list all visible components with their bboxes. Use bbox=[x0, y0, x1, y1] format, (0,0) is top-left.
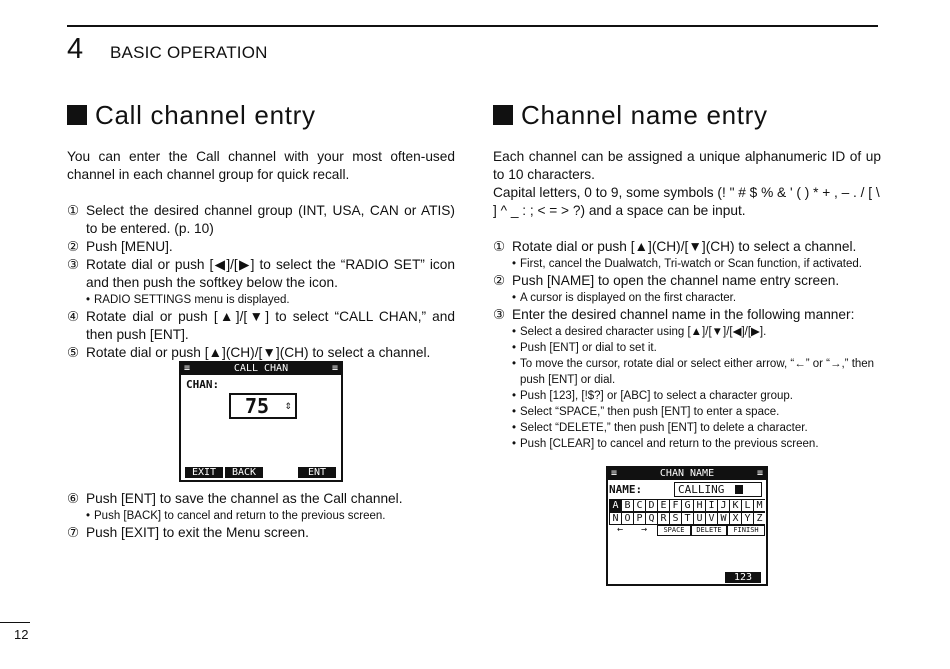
call-channel-section-end bbox=[67, 490, 455, 542]
step-2-note: • A cursor is displayed on the first character. bbox=[512, 292, 737, 304]
softkey-exit: EXIT bbox=[185, 467, 223, 478]
char-key: L bbox=[741, 499, 753, 512]
call-chan-lcd bbox=[179, 361, 343, 482]
step-3-note: • Push [ENT] or dial to set it. bbox=[512, 342, 657, 354]
char-key: U bbox=[693, 512, 705, 525]
cursor-right-key: → bbox=[640, 524, 648, 535]
char-row-2 bbox=[609, 512, 765, 525]
char-key: S bbox=[669, 512, 681, 525]
step-1: ① Select the desired channel group (INT, USA, CAN or ATIS) to be entered. (p. 10) bbox=[67, 203, 455, 236]
space-key: SPACE bbox=[657, 525, 691, 536]
intro-text-2: Capital letters, 0 to 9, some symbols (! " # $ % & ' ( ) * + , – . / [ \ ] ^ _ : ; < = > ?) and a space can be input. bbox=[493, 185, 880, 218]
char-key: C bbox=[633, 499, 645, 512]
cursor-icon bbox=[735, 485, 743, 494]
softkey-123: 123 bbox=[725, 572, 761, 583]
step-1: ① Rotate dial or push [▲](CH)/[▼](CH) to select a channel. bbox=[493, 239, 857, 254]
page-number: 12 bbox=[14, 627, 29, 642]
intro-text: You can enter the Call channel with your most often-used channel in each channel group for quick recall. bbox=[67, 149, 455, 182]
up-down-icon: ⇕ bbox=[284, 398, 292, 412]
step-2: ② Push [NAME] to open the channel name entry screen. bbox=[493, 273, 840, 288]
name-value-box bbox=[674, 482, 762, 497]
char-key: Y bbox=[741, 512, 753, 525]
char-key: G bbox=[681, 499, 693, 512]
char-key: O bbox=[621, 512, 633, 525]
channel-value: 75 bbox=[245, 394, 270, 418]
step-3-note: • Select a desired character using [▲]/[▼]/[◀]/[▶]. bbox=[512, 326, 767, 338]
char-key: H bbox=[693, 499, 705, 512]
menu-icon: ≡ bbox=[331, 363, 338, 374]
char-key: V bbox=[705, 512, 717, 525]
char-key: M bbox=[753, 499, 765, 512]
cursor-left-key: ← bbox=[616, 524, 624, 535]
step-3-note: • Push [CLEAR] to cancel and return to the previous screen. bbox=[512, 438, 819, 450]
chapter-number: 4 bbox=[67, 33, 84, 65]
menu-icon: ≡ bbox=[611, 468, 618, 479]
step-6-note: • Push [BACK] to cancel and return to the previous screen. bbox=[86, 510, 386, 522]
step-3-note: • Select “DELETE,” then push [ENT] to delete a character. bbox=[512, 422, 808, 434]
char-key: K bbox=[729, 499, 741, 512]
step-6: ⑥ Push [ENT] to save the channel as the Call channel. bbox=[67, 491, 403, 506]
step-3: ③ Enter the desired channel name in the following manner: bbox=[493, 307, 855, 322]
section-heading: Call channel entry bbox=[67, 100, 455, 131]
char-key: A bbox=[609, 499, 621, 512]
char-key: T bbox=[681, 512, 693, 525]
menu-icon: ≡ bbox=[756, 468, 763, 479]
softkey-ent: ENT bbox=[298, 467, 336, 478]
lcd-title-bar: ≡ CHAN NAME ≡ bbox=[608, 468, 766, 480]
char-key: I bbox=[705, 499, 717, 512]
step-3-note: • Push [123], [!$?] or [ABC] to select a character group. bbox=[512, 390, 793, 402]
char-key: F bbox=[669, 499, 681, 512]
char-row-1 bbox=[609, 499, 765, 512]
step-7: ⑦ Push [EXIT] to exit the Menu screen. bbox=[67, 525, 309, 540]
menu-icon: ≡ bbox=[184, 363, 191, 374]
call-channel-section bbox=[67, 100, 455, 362]
channel-value-box bbox=[229, 393, 297, 419]
square-bullet-icon bbox=[67, 105, 87, 125]
char-key: Q bbox=[645, 512, 657, 525]
char-key: W bbox=[717, 512, 729, 525]
char-key: Z bbox=[753, 512, 765, 525]
header-rule bbox=[67, 25, 878, 27]
char-row-3 bbox=[609, 525, 765, 536]
footer-rule bbox=[0, 622, 30, 623]
section-heading: Channel name entry bbox=[493, 100, 881, 131]
char-key: B bbox=[621, 499, 633, 512]
intro-text: Each channel can be assigned a unique alphanumeric ID of up to 10 characters. bbox=[493, 149, 881, 182]
name-value: CALLING bbox=[678, 483, 725, 496]
char-key: P bbox=[633, 512, 645, 525]
square-bullet-icon bbox=[493, 105, 513, 125]
step-5: ⑤ Rotate dial or push [▲](CH)/[▼](CH) to select a channel. bbox=[67, 345, 431, 360]
step-4: ④ Rotate dial or push [▲]/[▼] to select “CALL CHAN,” and then push [ENT]. bbox=[67, 309, 455, 342]
channel-name-section bbox=[493, 100, 881, 452]
char-key: N bbox=[609, 512, 621, 525]
finish-key: FINISH bbox=[727, 525, 765, 536]
char-key: J bbox=[717, 499, 729, 512]
step-3-note: • Select “SPACE,” then push [ENT] to enter a space. bbox=[512, 406, 780, 418]
lcd-label: CHAN: bbox=[186, 378, 220, 391]
chan-name-lcd bbox=[606, 466, 768, 586]
char-key: E bbox=[657, 499, 669, 512]
char-key: X bbox=[729, 512, 741, 525]
char-key: D bbox=[645, 499, 657, 512]
step-1-note: • First, cancel the Dualwatch, Tri-watch or Scan function, if activated. bbox=[512, 258, 862, 270]
step-3: ③ Rotate dial or push [◀]/[▶] to select the “RADIO SET” icon and then push the softkey below the icon. bbox=[67, 257, 455, 290]
step-2: ② Push [MENU]. bbox=[67, 239, 173, 254]
char-key: R bbox=[657, 512, 669, 525]
step-3-note: • RADIO SETTINGS menu is displayed. bbox=[86, 294, 290, 306]
delete-key: DELETE bbox=[691, 525, 727, 536]
softkey-back: BACK bbox=[225, 467, 263, 478]
lcd-title-bar: ≡ CALL CHAN ≡ bbox=[181, 363, 341, 375]
lcd-label: NAME: bbox=[609, 483, 643, 496]
step-3-note: • To move the cursor, rotate dial or select either arrow, “←” or “→,” then push [ENT] or dial. bbox=[512, 358, 875, 386]
chapter-title: BASIC OPERATION bbox=[110, 43, 268, 62]
